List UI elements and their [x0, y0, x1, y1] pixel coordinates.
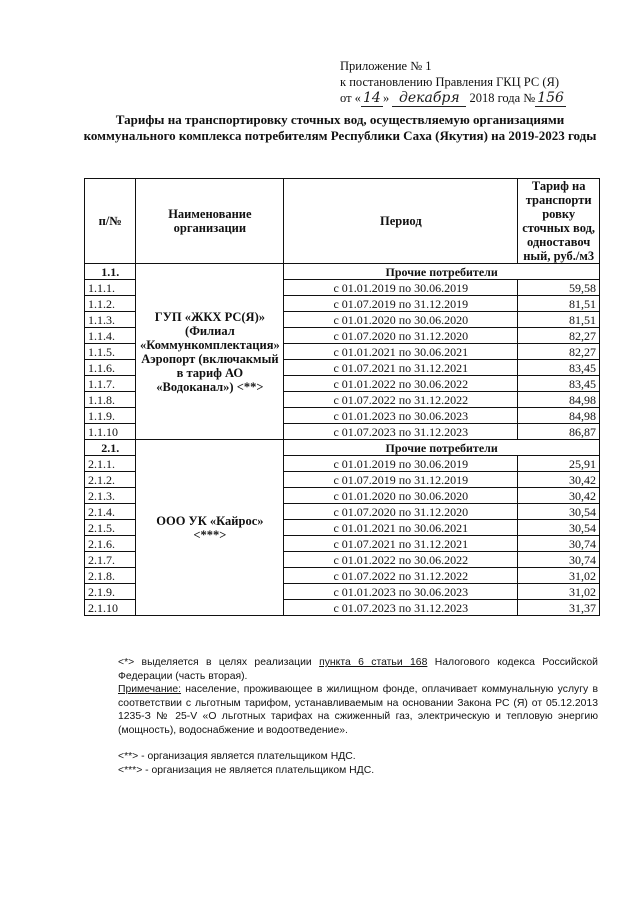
row-period: с 01.07.2021 по 31.12.2021 — [284, 536, 518, 552]
document-title: Тарифы на транспортировку сточных вод, осуществляемую организациями коммунального комплекса потребителям Республики Саха (Якутия) на 2019-2023 годы — [83, 112, 597, 143]
row-num: 1.1.3. — [85, 312, 136, 328]
row-period: с 01.01.2021 по 30.06.2021 — [284, 344, 518, 360]
row-num: 2.1.10 — [85, 600, 136, 616]
footnotes — [118, 656, 598, 777]
group-row — [85, 440, 600, 456]
group-num: 2.1. — [85, 440, 136, 456]
handwritten-number: 156 — [537, 90, 564, 106]
row-num: 2.1.1. — [85, 456, 136, 472]
row-period: с 01.01.2022 по 30.06.2022 — [284, 552, 518, 568]
row-tariff: 83,45 — [518, 360, 600, 376]
row-tariff: 59,58 — [518, 280, 600, 296]
row-num: 2.1.7. — [85, 552, 136, 568]
row-period: с 01.07.2023 по 31.12.2023 — [284, 424, 518, 440]
row-tariff: 84,98 — [518, 408, 600, 424]
footnote-1-link[interactable]: пункта 6 статьи 168 — [319, 657, 428, 668]
footnote-3: <***> - организация не является плательщиком НДС. — [118, 764, 375, 776]
annex-date-line — [340, 90, 566, 107]
spacer — [118, 737, 598, 750]
handwritten-day: 14 — [361, 90, 383, 107]
row-tariff: 81,51 — [518, 296, 600, 312]
tariffs-table — [84, 178, 600, 616]
row-num: 1.1.8. — [85, 392, 136, 408]
row-num: 2.1.4. — [85, 504, 136, 520]
row-period: с 01.01.2020 по 30.06.2020 — [284, 488, 518, 504]
row-tariff: 83,45 — [518, 376, 600, 392]
row-period: с 01.07.2020 по 31.12.2020 — [284, 328, 518, 344]
remark — [118, 683, 598, 737]
row-period: с 01.07.2021 по 31.12.2021 — [284, 360, 518, 376]
row-num: 2.1.2. — [85, 472, 136, 488]
row-tariff: 84,98 — [518, 392, 600, 408]
row-num: 1.1.5. — [85, 344, 136, 360]
row-period: с 01.01.2023 по 30.06.2023 — [284, 408, 518, 424]
group-category: Прочие потребители — [284, 440, 600, 456]
table-body — [85, 264, 600, 616]
row-tariff: 31,37 — [518, 600, 600, 616]
row-num: 2.1.5. — [85, 520, 136, 536]
row-period: с 01.01.2020 по 30.06.2020 — [284, 312, 518, 328]
annex-title: Приложение № 1 — [340, 59, 432, 73]
group-category: Прочие потребители — [284, 264, 600, 280]
date-prefix: от « — [340, 91, 361, 105]
row-num: 2.1.3. — [85, 488, 136, 504]
row-period: с 01.07.2019 по 31.12.2019 — [284, 472, 518, 488]
footnote-1-prefix: <*> выделяется в целях реализации — [118, 657, 320, 668]
row-tariff: 30,74 — [518, 536, 600, 552]
row-period: с 01.01.2019 по 30.06.2019 — [284, 280, 518, 296]
footnote-1 — [118, 656, 598, 683]
row-period: с 01.01.2023 по 30.06.2023 — [284, 584, 518, 600]
row-period: с 01.07.2022 по 31.12.2022 — [284, 392, 518, 408]
row-num: 1.1.1. — [85, 280, 136, 296]
row-num: 2.1.9. — [85, 584, 136, 600]
row-tariff: 86,87 — [518, 424, 600, 440]
row-tariff: 31,02 — [518, 568, 600, 584]
org-name: ООО УК «Кайрос» <***> — [136, 440, 284, 616]
org-name: ГУП «ЖКХ РС(Я)» (Филиал «Коммункомплектация» Аэропорт (включакмый в тариф АО «Водоканал») <**> — [136, 264, 284, 440]
row-tariff: 30,74 — [518, 552, 600, 568]
row-tariff: 82,27 — [518, 328, 600, 344]
annex-block — [340, 58, 566, 107]
row-num: 1.1.7. — [85, 376, 136, 392]
header-org: Наименование организации — [136, 179, 284, 264]
table-header-row — [85, 179, 600, 264]
header-tariff: Тариф на транспорти ровку сточных вод, одноставоч ный, руб./м3 — [518, 179, 600, 264]
row-period: с 01.01.2022 по 30.06.2022 — [284, 376, 518, 392]
row-num: 1.1.6. — [85, 360, 136, 376]
row-period: с 01.07.2019 по 31.12.2019 — [284, 296, 518, 312]
date-mid: » — [382, 91, 393, 105]
row-period: с 01.07.2020 по 31.12.2020 — [284, 504, 518, 520]
row-tariff: 30,42 — [518, 488, 600, 504]
row-period: с 01.07.2022 по 31.12.2022 — [284, 568, 518, 584]
row-tariff: 25,91 — [518, 456, 600, 472]
row-num: 1.1.9. — [85, 408, 136, 424]
annex-reference: к постановлению Правления ГКЦ РС (Я) — [340, 75, 560, 89]
footnote-1-suffix: Налогового кодекса Российской Федерации (часть вторая). — [118, 657, 598, 682]
handwritten-month: декабря — [392, 90, 466, 107]
row-num: 2.1.8. — [85, 568, 136, 584]
header-num: п/№ — [85, 179, 136, 264]
row-tariff: 82,27 — [518, 344, 600, 360]
row-num: 1.1.2. — [85, 296, 136, 312]
remark-text: население, проживающее в жилищном фонде, оплачивает коммунальную услугу в соответствии с льготным тарифом, устанавливаемым на основании Закона РС (Я) от 05.12.2013 1235-З № 25-V «О льготных тарифах на сжиженный газ, электрическую и тепловую энергию (мощность), водоснабжение и водоотведение». — [118, 684, 598, 736]
row-num: 1.1.4. — [85, 328, 136, 344]
row-period: с 01.01.2019 по 30.06.2019 — [284, 456, 518, 472]
row-tariff: 31,02 — [518, 584, 600, 600]
row-period: с 01.01.2021 по 30.06.2021 — [284, 520, 518, 536]
date-suffix: 2018 года № — [466, 91, 536, 105]
remark-label: Примечание: — [118, 684, 182, 695]
group-row — [85, 264, 600, 280]
row-tariff: 30,54 — [518, 520, 600, 536]
row-tariff: 81,51 — [518, 312, 600, 328]
row-period: с 01.07.2023 по 31.12.2023 — [284, 600, 518, 616]
row-num: 1.1.10 — [85, 424, 136, 440]
group-num: 1.1. — [85, 264, 136, 280]
row-tariff: 30,42 — [518, 472, 600, 488]
footnote-2: <**> - организация является плательщиком НДС. — [118, 751, 356, 762]
row-tariff: 30,54 — [518, 504, 600, 520]
row-num: 2.1.6. — [85, 536, 136, 552]
header-period: Период — [284, 179, 518, 264]
